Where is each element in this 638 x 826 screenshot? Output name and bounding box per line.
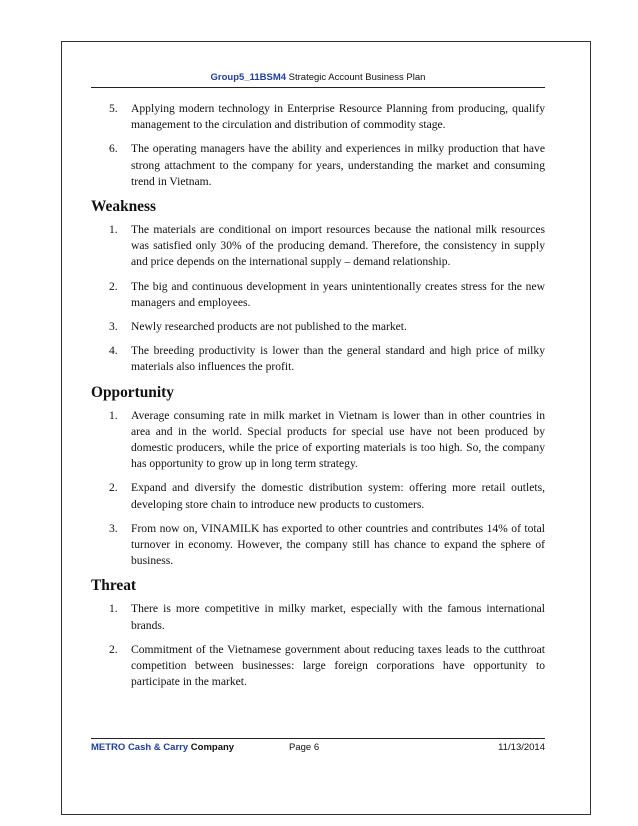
item-number: 1. bbox=[109, 602, 118, 616]
item-number: 5. bbox=[109, 102, 118, 115]
item-number: 2. bbox=[109, 279, 118, 293]
list-item bbox=[91, 642, 545, 691]
item-number: 3. bbox=[109, 521, 118, 535]
page-header bbox=[91, 72, 545, 83]
list-item bbox=[91, 222, 545, 271]
header-group: Group5_11BSM4 bbox=[210, 72, 287, 83]
item-number: 3. bbox=[109, 320, 118, 334]
section-title-opportunity: Opportunity bbox=[91, 383, 174, 401]
item-text: The operating managers have the ability and experiences in milky production that have strong attachment to the company for years, understanding the market and consuming trend in Vietnam. bbox=[131, 142, 545, 188]
footer-date: 11/13/2014 bbox=[498, 742, 545, 753]
item-number: 2. bbox=[109, 642, 118, 656]
list-item bbox=[91, 343, 545, 375]
item-text: The big and continuous development in years unintentionally creates stress for the new managers and employees. bbox=[131, 279, 545, 309]
footer-brand: METRO Cash & Carry bbox=[91, 742, 189, 753]
list-item bbox=[91, 601, 545, 633]
list-item bbox=[91, 101, 545, 133]
footer-divider bbox=[91, 738, 545, 739]
item-text: The materials are conditional on import resources because the national milk resources was satisfied only 30% of the producing demand. Therefore, the consistency in supply and price depends on the international supply – demand relationship. bbox=[131, 223, 545, 269]
section-title-weakness: Weakness bbox=[91, 198, 156, 216]
item-text: Newly researched products are not published to the market. bbox=[131, 320, 407, 334]
list-item bbox=[91, 141, 545, 190]
item-text: There is more competitive in milky market, especially with the famous international brands. bbox=[131, 602, 545, 632]
item-text: From now on, VINAMILK has exported to other countries and contributes 14% of total turnover in economy. However, the company still has chance to expand the sphere of business. bbox=[131, 521, 545, 568]
document-body bbox=[91, 101, 545, 698]
list-item bbox=[91, 279, 545, 311]
header-title: Strategic Account Business Plan bbox=[288, 72, 426, 83]
item-number: 4. bbox=[109, 344, 118, 358]
item-text: Commitment of the Vietnamese government about reducing taxes leads to the cutthroat competition between businesses: large foreign corporations have opportunity to participate in the market. bbox=[131, 642, 545, 689]
item-text: Average consuming rate in milk market in Vietnam is lower than in other countries in area and in the world. Special products for special use have not been produced by domestic producers, while the price of exporting materials is too high. So, the company has opportunity to grow up in long term strategy. bbox=[131, 408, 545, 471]
item-number: 1. bbox=[109, 223, 118, 237]
item-text: Applying modern technology in Enterprise Resource Planning from producing, qualify management to the circulation and distribution of commodity stage. bbox=[131, 102, 545, 132]
page-number: Page 6 bbox=[289, 742, 320, 753]
list-item bbox=[91, 480, 545, 512]
item-number: 6. bbox=[109, 142, 118, 156]
item-text: Expand and diversify the domestic distribution system: offering more retail outlets, developing store chain to introduce new products to customers. bbox=[131, 481, 545, 511]
page-footer bbox=[91, 742, 545, 756]
item-number: 2. bbox=[109, 481, 118, 495]
section-title-threat: Threat bbox=[91, 577, 137, 595]
footer-company-label: Company bbox=[190, 742, 235, 753]
item-number: 1. bbox=[109, 408, 118, 422]
list-item bbox=[91, 319, 545, 335]
list-item bbox=[91, 408, 545, 473]
footer-company bbox=[91, 742, 234, 753]
item-text: The breeding productivity is lower than the general standard and high price of milky materials also influences the profit. bbox=[131, 344, 545, 374]
header-divider bbox=[91, 87, 545, 88]
list-item bbox=[91, 521, 545, 570]
